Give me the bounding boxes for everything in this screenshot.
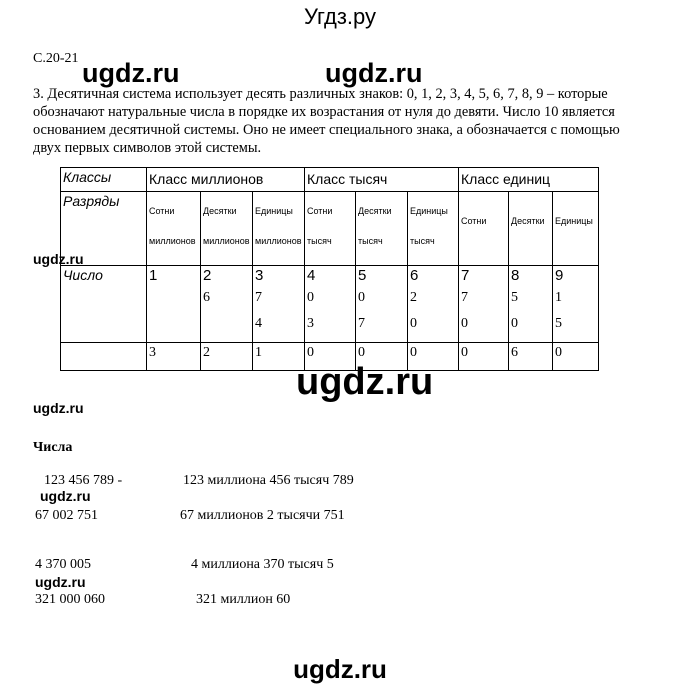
- digit: 7: [255, 290, 262, 305]
- rank-cell: [509, 192, 553, 266]
- rank-cell: [553, 192, 599, 266]
- row-label-number: Число: [61, 266, 147, 343]
- digit-cell: 0: [356, 343, 408, 371]
- watermark-left-mid: ugdz.ru: [33, 251, 84, 267]
- row-label-empty: [61, 343, 147, 371]
- digit: 1: [149, 267, 158, 284]
- digit-cell: [147, 266, 201, 343]
- rank-cell: [147, 192, 201, 266]
- row-label-classes: Классы: [61, 168, 147, 192]
- digit: 8: [511, 267, 520, 284]
- number-words: 67 миллионов 2 тысячи 751: [180, 508, 345, 523]
- digit: 0: [410, 316, 417, 331]
- digit: 6: [203, 290, 210, 305]
- digit: 7: [461, 290, 468, 305]
- digit-cell: 1: [253, 343, 305, 371]
- digit-cell: [408, 266, 459, 343]
- watermark-lower-left-2: ugdz.ru: [35, 574, 86, 590]
- table-row-number: [61, 266, 599, 343]
- rank-bottom: миллионов: [255, 236, 302, 246]
- numbers-section-title: Числа: [33, 440, 73, 455]
- digit: 3: [255, 267, 264, 284]
- watermark-below-table: ugdz.ru: [33, 400, 84, 416]
- rank-cell: [201, 192, 253, 266]
- number-digits: 67 002 751: [35, 508, 98, 523]
- rank-top: Единицы: [255, 206, 293, 216]
- rank-top: Десятки: [358, 206, 392, 216]
- digit: 4: [255, 316, 262, 331]
- rank-top: Единицы: [555, 216, 593, 226]
- rank-bottom: тысяч: [307, 236, 332, 246]
- digit-cell: [356, 266, 408, 343]
- rank-bottom: тысяч: [410, 236, 435, 246]
- digit-cell: [509, 266, 553, 343]
- rank-cell: [253, 192, 305, 266]
- digit: 6: [410, 267, 419, 284]
- digit-cell: 0: [305, 343, 356, 371]
- digit: 9: [555, 267, 564, 284]
- digit-cell: 3: [147, 343, 201, 371]
- table-row-classes: [61, 168, 599, 192]
- digit: 0: [358, 290, 365, 305]
- rank-top: Сотни: [307, 206, 333, 216]
- page-reference: С.20-21: [33, 51, 79, 66]
- class-units: Класс единиц: [459, 168, 599, 192]
- digit: 5: [555, 316, 562, 331]
- class-thousands: Класс тысяч: [305, 168, 459, 192]
- rank-top: Сотни: [149, 206, 175, 216]
- rank-bottom: миллионов: [149, 236, 196, 246]
- digit-cell: [553, 266, 599, 343]
- digit: 7: [461, 267, 470, 284]
- digit: 0: [307, 290, 314, 305]
- digit: 4: [307, 267, 316, 284]
- number-words: 123 миллиона 456 тысяч 789: [183, 473, 354, 488]
- number-digits: 123 456 789 -: [44, 473, 123, 488]
- digit-cell: 6: [509, 343, 553, 371]
- digit: 1: [555, 290, 562, 305]
- row-label-ranks: Разряды: [61, 192, 147, 266]
- digit-cell: [201, 266, 253, 343]
- number-digits: 321 000 060: [35, 592, 105, 607]
- watermark-top-left: ugdz.ru: [82, 58, 180, 88]
- digit-cell: 0: [459, 343, 509, 371]
- rank-cell: [305, 192, 356, 266]
- rank-top: Десятки: [511, 216, 545, 226]
- digit-cell: [459, 266, 509, 343]
- rank-cell: [356, 192, 408, 266]
- rank-top: Единицы: [410, 206, 448, 216]
- digit-table: [60, 167, 599, 371]
- rank-top: Сотни: [461, 216, 487, 226]
- digit: 2: [203, 267, 212, 284]
- digit-cell: 0: [553, 343, 599, 371]
- number-words: 4 миллиона 370 тысяч 5: [191, 557, 334, 572]
- digit: 5: [511, 290, 518, 305]
- watermark-footer: ugdz.ru: [293, 654, 387, 684]
- class-millions: Класс миллионов: [147, 168, 305, 192]
- digit: 0: [511, 316, 518, 331]
- digit: 0: [461, 316, 468, 331]
- rank-cell: [408, 192, 459, 266]
- digit-cell: 0: [408, 343, 459, 371]
- watermark-lower-left: ugdz.ru: [40, 488, 91, 504]
- rank-bottom: миллионов: [203, 236, 250, 246]
- digit: 5: [358, 267, 367, 284]
- site-title: Угдз.ру: [303, 4, 377, 29]
- digit-cell: [305, 266, 356, 343]
- watermark-center-big: ugdz.ru: [296, 361, 434, 403]
- digit: 2: [410, 290, 417, 305]
- rank-top: Десятки: [203, 206, 237, 216]
- digit-cell: 2: [201, 343, 253, 371]
- task-text: 3. Десятичная система использует десять различных знаков: 0, 1, 2, 3, 4, 5, 6, 7, 8, 9 – которые обозначают натуральные числа в порядке их возрастания от нуля до девяти. Число 10 является основанием десятичной системы. Оно не имеет специального знака, а обозначается с помощью двух первых символов этой системы.: [33, 86, 620, 156]
- number-digits: 4 370 005: [35, 557, 91, 572]
- digit-cell: [253, 266, 305, 343]
- watermark-top-right: ugdz.ru: [325, 58, 423, 88]
- digit: 3: [307, 316, 314, 331]
- number-words: 321 миллион 60: [196, 592, 291, 607]
- table-row-ranks: [61, 192, 599, 266]
- rank-bottom: тысяч: [358, 236, 383, 246]
- rank-cell: [459, 192, 509, 266]
- digit: 7: [358, 316, 365, 331]
